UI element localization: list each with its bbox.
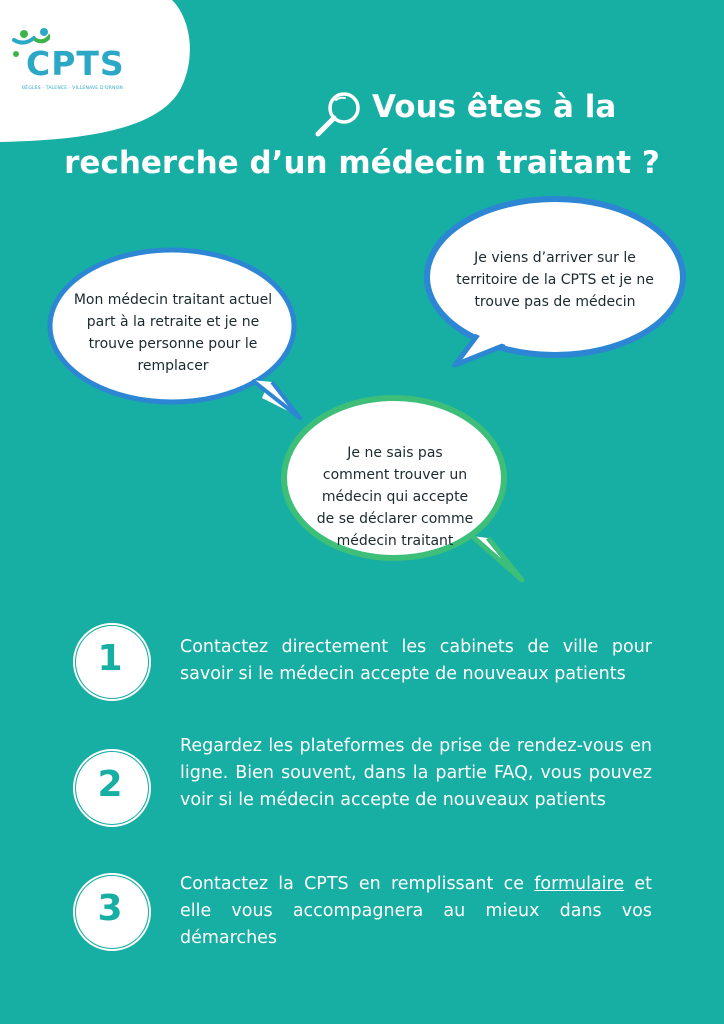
speech-bubble-new-resident <box>415 193 695 373</box>
step-number-3 <box>72 872 152 952</box>
step-digit: 2 <box>97 764 123 805</box>
step-number-1 <box>72 622 152 702</box>
page-title-line2: recherche d’un médecin traitant ? <box>64 145 660 181</box>
bubble-text: Je viens d’arriver sur le territoire de la CPTS et je ne trouve pas de médecin <box>456 250 654 310</box>
speech-bubble-declare <box>276 392 526 584</box>
logo-subtitle: BÈGLES · TALENCE · VILLENAVE D'ORNON <box>22 86 124 91</box>
bubble-text: Mon médecin traitant actuel part à la retraite et je ne trouve personne pour le remplacer <box>73 292 273 374</box>
speech-bubble-retirement <box>40 240 310 440</box>
page-title-line1: Vous êtes à la <box>372 89 617 125</box>
bubble-text: Je ne sais pas comment trouver un médecin qui accepte de se déclarer comme médecin traitant <box>316 445 474 549</box>
step-text-1: Contactez directement les cabinets de ville pour savoir si le médecin accepte de nouveaux patients <box>180 637 652 684</box>
step-text-3 <box>180 871 652 952</box>
logo-text: CPTS <box>26 44 125 83</box>
step-text-3-before: Contactez la CPTS en remplissant ce <box>180 874 535 894</box>
step-text-2: Regardez les plateformes de prise de rendez-vous en ligne. Bien souvent, dans la partie FAQ, vous pouvez voir si le médecin accepte de nouveaux patients <box>180 736 652 810</box>
step-text-3-after: et elle vous accompagnera au mieux dans vos démarches <box>180 874 652 948</box>
step-digit: 3 <box>97 888 123 929</box>
form-link[interactable]: formulaire <box>534 874 625 894</box>
step-number-2 <box>72 748 152 828</box>
step-digit: 1 <box>97 638 123 679</box>
